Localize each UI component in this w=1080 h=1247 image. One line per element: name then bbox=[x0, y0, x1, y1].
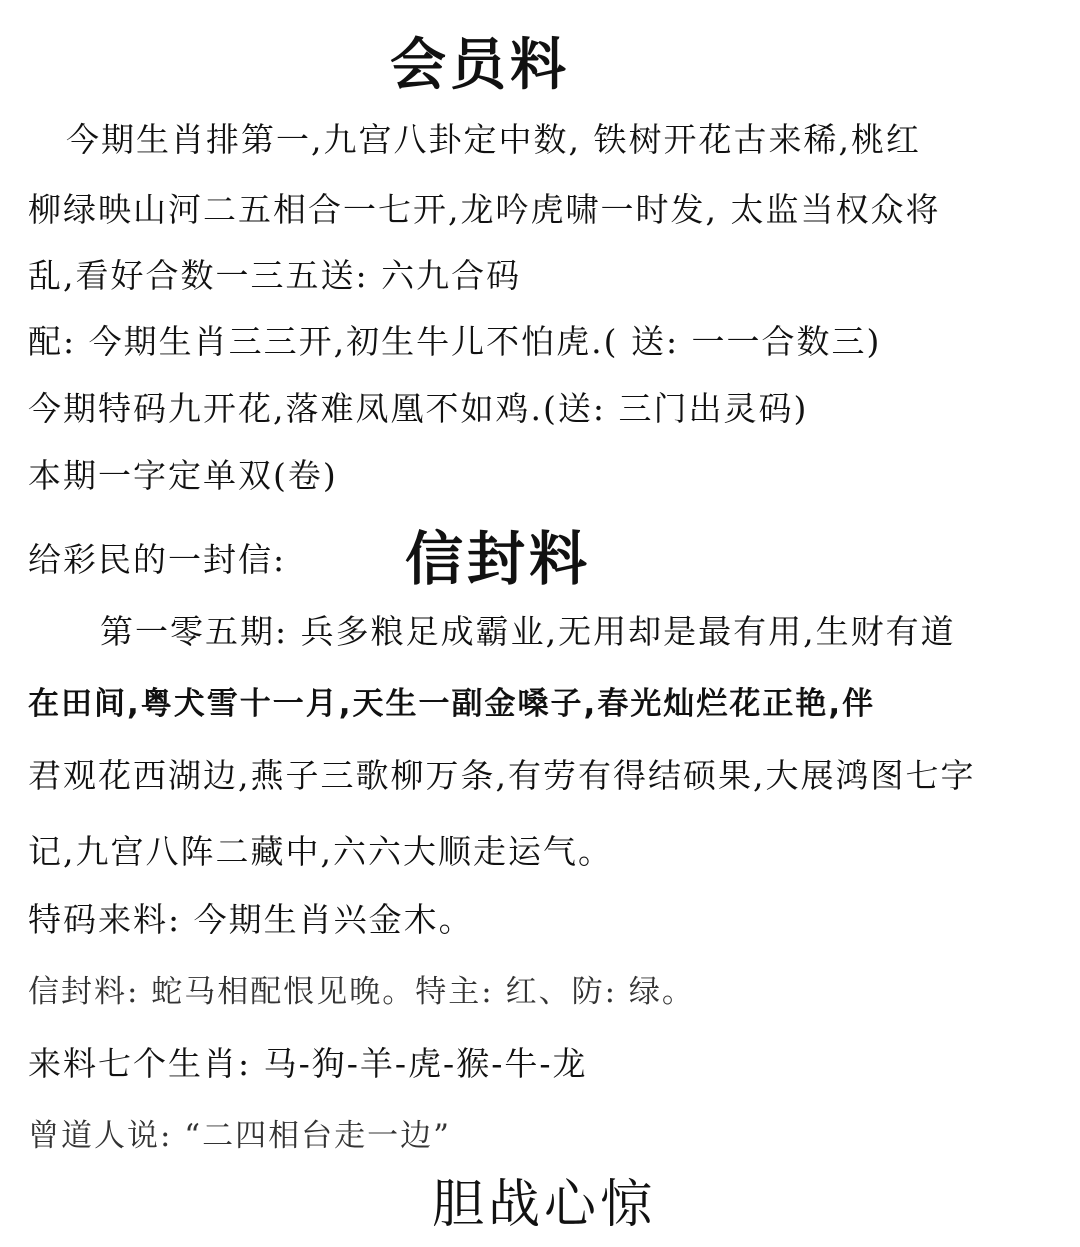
closing-title: 胆战心惊 bbox=[432, 1175, 657, 1235]
letter-intro-label: 给彩民的一封信: bbox=[28, 540, 287, 579]
member-title: 会员料 bbox=[390, 32, 570, 98]
member-text-line-2: 柳绿映山河二五相合一七开,龙吟虎啸一时发, 太监当权众将 bbox=[28, 190, 941, 229]
member-text-line-3: 乱,看好合数一三五送: 六九合码 bbox=[28, 256, 522, 295]
member-text-line-6: 本期一字定单双(卷) bbox=[28, 456, 338, 495]
envelope-title: 信封料 bbox=[405, 525, 592, 593]
seven-zodiac-line: 来料七个生肖: 马-狗-羊-虎-猴-牛-龙 bbox=[28, 1044, 588, 1083]
envelope-text-line-3: 君观花西湖边,燕子三歌柳万条,有劳有得结硕果,大展鸿图七字 bbox=[28, 756, 976, 795]
special-code-line: 特码来料: 今期生肖兴金木。 bbox=[28, 900, 474, 939]
member-text-line-4: 配: 今期生肖三三开,初生牛儿不怕虎.( 送: 一一合数三) bbox=[28, 322, 882, 361]
quote-line: 曾道人说: “二四相台走一边” bbox=[28, 1118, 451, 1154]
member-text-line-1: 今期生肖排第一,九宫八卦定中数, 铁树开花古来稀,桃红 bbox=[66, 120, 921, 159]
envelope-text-line-1: 第一零五期: 兵多粮足成霸业,无用却是最有用,生财有道 bbox=[100, 612, 956, 651]
member-text-line-5: 今期特码九开花,落难凤凰不如鸡.(送: 三门出灵码) bbox=[28, 389, 809, 428]
envelope-material-line: 信封料: 蛇马相配恨见晚。特主: 红、防: 绿。 bbox=[28, 974, 695, 1010]
envelope-text-line-2: 在田间,粤犬雪十一月,天生一副金嗓子,春光灿烂花正艳,伴 bbox=[28, 686, 876, 722]
envelope-text-line-4: 记,九宫八阵二藏中,六六大顺走运气。 bbox=[28, 832, 613, 871]
